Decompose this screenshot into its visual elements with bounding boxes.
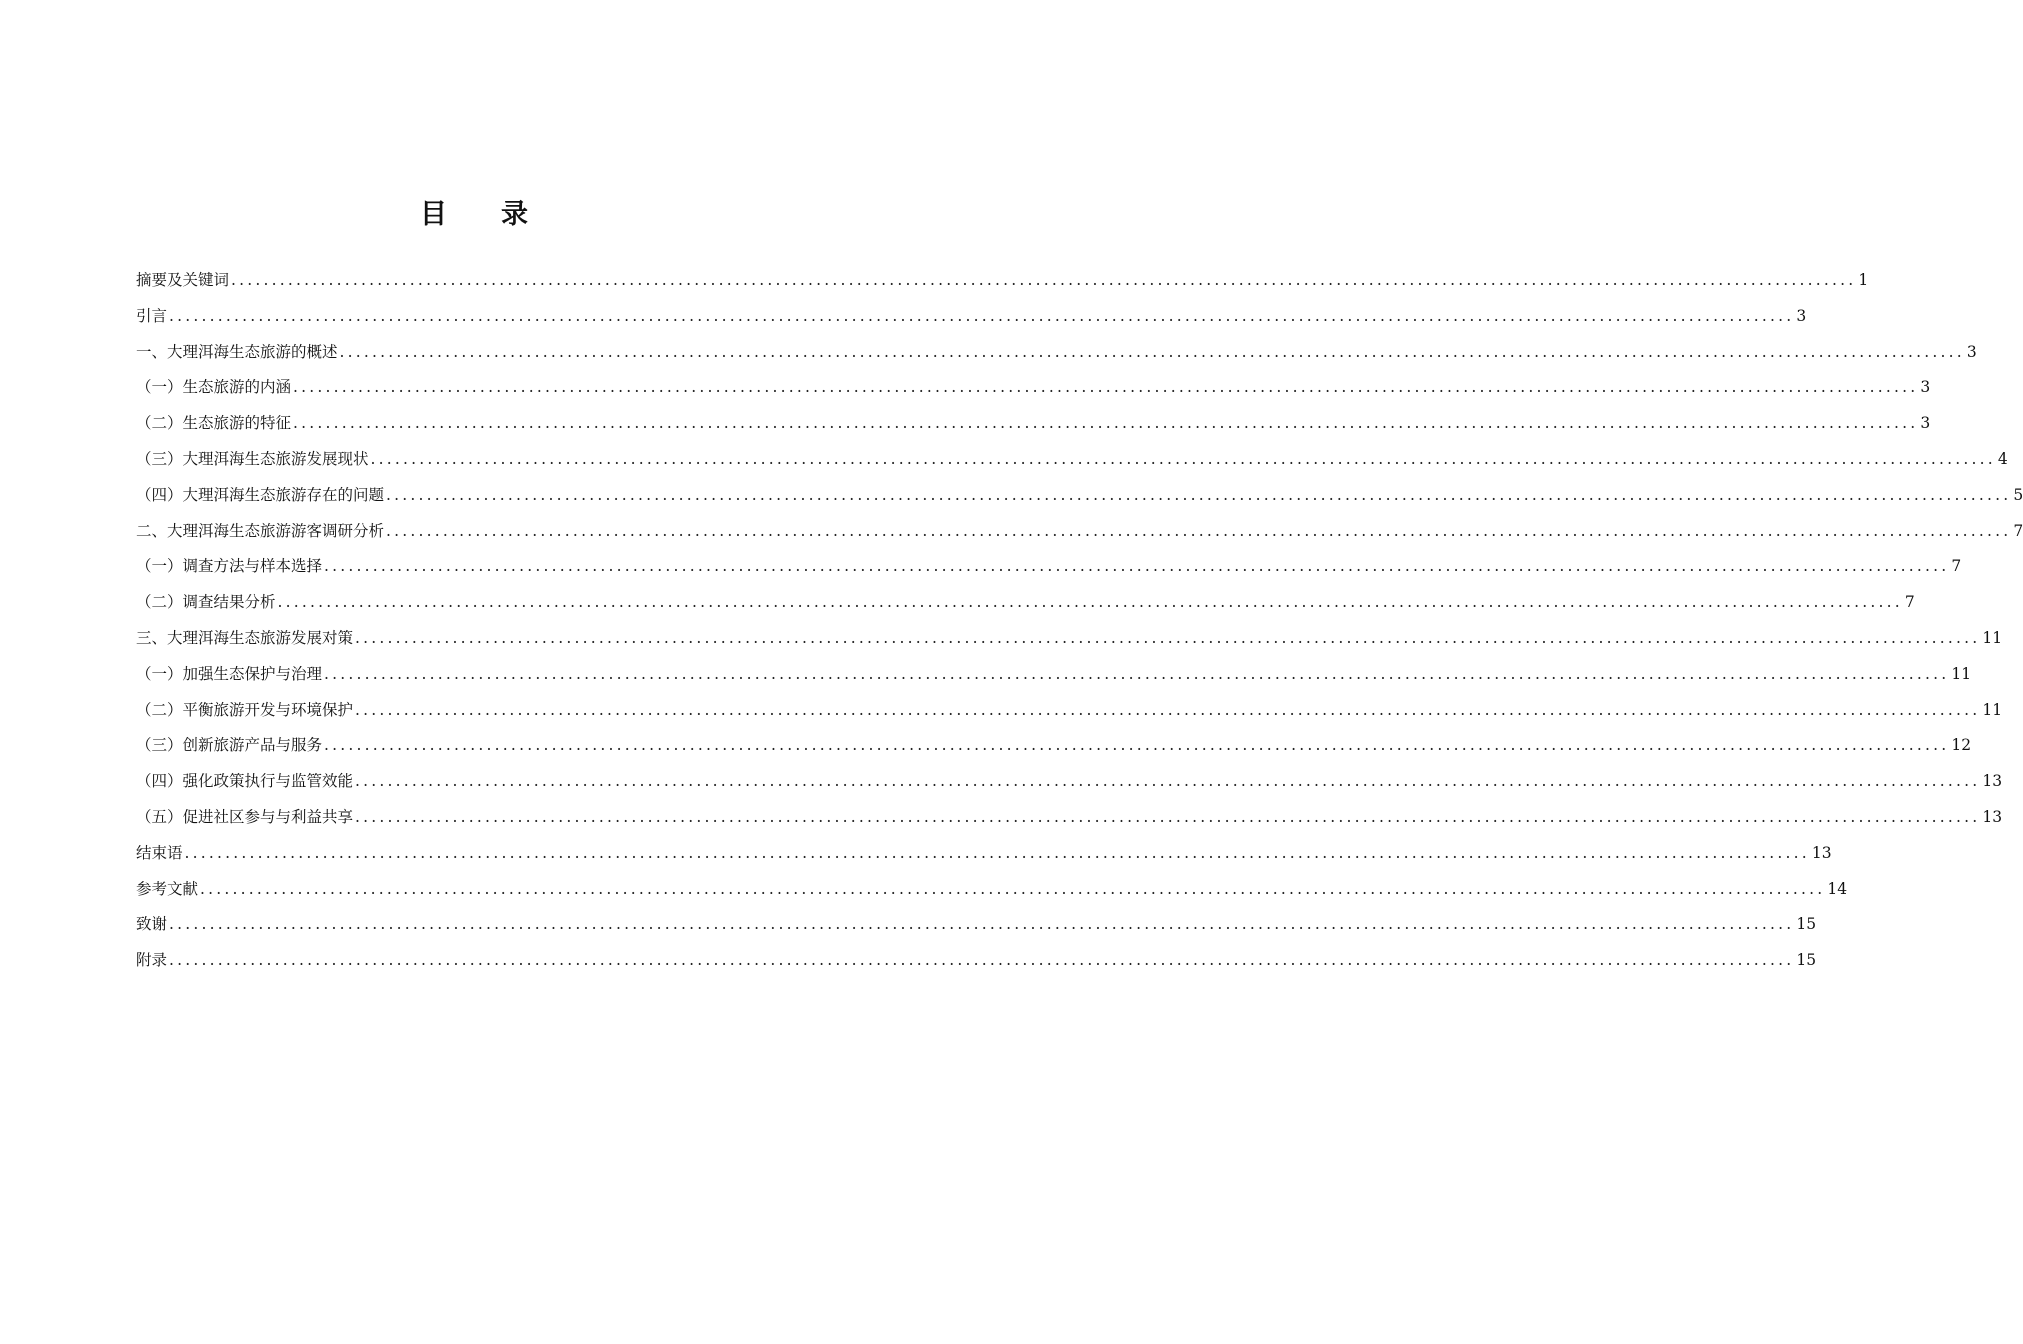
toc-entry[interactable]	[136, 554, 1962, 590]
toc-entry[interactable]	[136, 662, 1972, 698]
toc-entry-page-number: 13	[1982, 807, 2003, 826]
toc-entry-page-number: 1	[1858, 271, 1869, 289]
toc-entry-label: 一、大理洱海生态旅游的概述	[136, 342, 338, 361]
toc-dot-leader: ........................................................................................................................................................................................................	[169, 915, 1795, 934]
toc-dot-leader: ........................................................................................................................................................................................................	[370, 449, 1996, 468]
toc-entry-label: （一）调查方法与样本选择	[136, 557, 323, 576]
table-of-contents	[136, 268, 2023, 984]
toc-entry-page-number: 3	[1796, 306, 1807, 325]
toc-entry-label: 附录	[136, 951, 168, 970]
toc-dot-leader: ........................................................................................................................................................................................................	[355, 807, 1981, 826]
toc-entry[interactable]	[136, 375, 1931, 411]
toc-entry-page-number: 12	[1951, 736, 1972, 755]
toc-entry-label: （一）加强生态保护与治理	[136, 664, 323, 683]
toc-entry-page-number: 11	[1982, 700, 2003, 719]
toc-dot-leader: ........................................................................................................................................................................................................	[324, 557, 1950, 576]
toc-dot-leader: ........................................................................................................................................................................................................	[355, 772, 1981, 791]
toc-entry[interactable]	[136, 912, 1817, 948]
toc-entry-page-number: 3	[1966, 342, 1977, 361]
toc-dot-leader: ........................................................................................................................................................................................................	[293, 414, 1919, 433]
toc-entry-label: （四）强化政策执行与监管效能	[136, 772, 354, 791]
title-char-1: 目	[420, 199, 449, 230]
toc-dot-leader: ........................................................................................................................................................................................................	[231, 271, 1857, 289]
toc-entry-label: （三）大理洱海生态旅游发展现状	[136, 449, 369, 468]
toc-entry[interactable]	[136, 948, 1817, 984]
toc-entry-label: 结束语	[136, 843, 183, 862]
page-title	[0, 192, 950, 231]
toc-entry-page-number: 7	[1951, 557, 1962, 576]
toc-dot-leader: ........................................................................................................................................................................................................	[277, 593, 1903, 612]
toc-entry[interactable]	[136, 769, 2003, 805]
toc-entry-label: 二、大理洱海生态旅游游客调研分析	[136, 521, 385, 540]
toc-entry-page-number: 15	[1796, 915, 1817, 934]
toc-dot-leader: ........................................................................................................................................................................................................	[324, 736, 1950, 755]
toc-entry-page-number: 11	[1951, 664, 1972, 683]
toc-dot-leader: ........................................................................................................................................................................................................	[355, 700, 1981, 719]
toc-entry-label: 摘要及关键词	[136, 271, 230, 289]
toc-entry-page-number: 15	[1796, 951, 1817, 970]
toc-dot-leader: ........................................................................................................................................................................................................	[386, 521, 2012, 540]
toc-entry[interactable]	[136, 340, 1977, 376]
toc-entry[interactable]	[136, 877, 1848, 913]
toc-entry-label: （二）调查结果分析	[136, 593, 276, 612]
toc-entry[interactable]	[136, 268, 1869, 304]
title-char-2: 录	[501, 199, 530, 230]
toc-entry-page-number: 5	[2013, 485, 2023, 504]
toc-entry[interactable]	[136, 447, 2008, 483]
toc-dot-leader: ........................................................................................................................................................................................................	[169, 306, 1795, 325]
toc-dot-leader: ........................................................................................................................................................................................................	[184, 843, 1810, 862]
toc-entry-label: （三）创新旅游产品与服务	[136, 736, 323, 755]
toc-entry[interactable]	[136, 805, 2003, 841]
toc-entry-page-number: 3	[1920, 414, 1931, 433]
toc-entry-label: （二）生态旅游的特征	[136, 414, 292, 433]
toc-entry-page-number: 11	[1982, 628, 2003, 647]
toc-entry-label: 参考文献	[136, 879, 199, 898]
toc-entry[interactable]	[136, 519, 2023, 555]
toc-entry[interactable]	[136, 626, 2003, 662]
toc-entry-page-number: 4	[1997, 449, 2008, 468]
toc-dot-leader: ........................................................................................................................................................................................................	[386, 485, 2012, 504]
toc-entry-label: （五）促进社区参与与利益共享	[136, 807, 354, 826]
toc-entry[interactable]	[136, 733, 1972, 769]
toc-entry-page-number: 3	[1920, 378, 1931, 397]
toc-entry-page-number: 7	[1904, 593, 1915, 612]
toc-dot-leader: ........................................................................................................................................................................................................	[324, 664, 1950, 683]
toc-entry-page-number: 14	[1827, 879, 1848, 898]
toc-dot-leader: ........................................................................................................................................................................................................	[293, 378, 1919, 397]
toc-entry-label: 三、大理洱海生态旅游发展对策	[136, 628, 354, 647]
toc-entry-label: （一）生态旅游的内涵	[136, 378, 292, 397]
toc-entry[interactable]	[136, 483, 2023, 519]
toc-dot-leader: ........................................................................................................................................................................................................	[339, 342, 1965, 361]
toc-dot-leader: ........................................................................................................................................................................................................	[200, 879, 1826, 898]
toc-dot-leader: ........................................................................................................................................................................................................	[169, 951, 1795, 970]
toc-entry-label: （二）平衡旅游开发与环境保护	[136, 700, 354, 719]
toc-entry-page-number: 7	[2013, 521, 2023, 540]
toc-entry[interactable]	[136, 698, 2003, 734]
toc-entry-page-number: 13	[1982, 772, 2003, 791]
toc-entry-label: （四）大理洱海生态旅游存在的问题	[136, 485, 385, 504]
toc-entry-label: 引言	[136, 306, 168, 325]
toc-entry-page-number: 13	[1811, 843, 1832, 862]
toc-entry-label: 致谢	[136, 915, 168, 934]
toc-entry[interactable]	[136, 590, 1915, 626]
toc-dot-leader: ........................................................................................................................................................................................................	[355, 628, 1981, 647]
toc-entry[interactable]	[136, 411, 1931, 447]
toc-entry[interactable]	[136, 304, 1807, 340]
toc-entry[interactable]	[136, 841, 1832, 877]
